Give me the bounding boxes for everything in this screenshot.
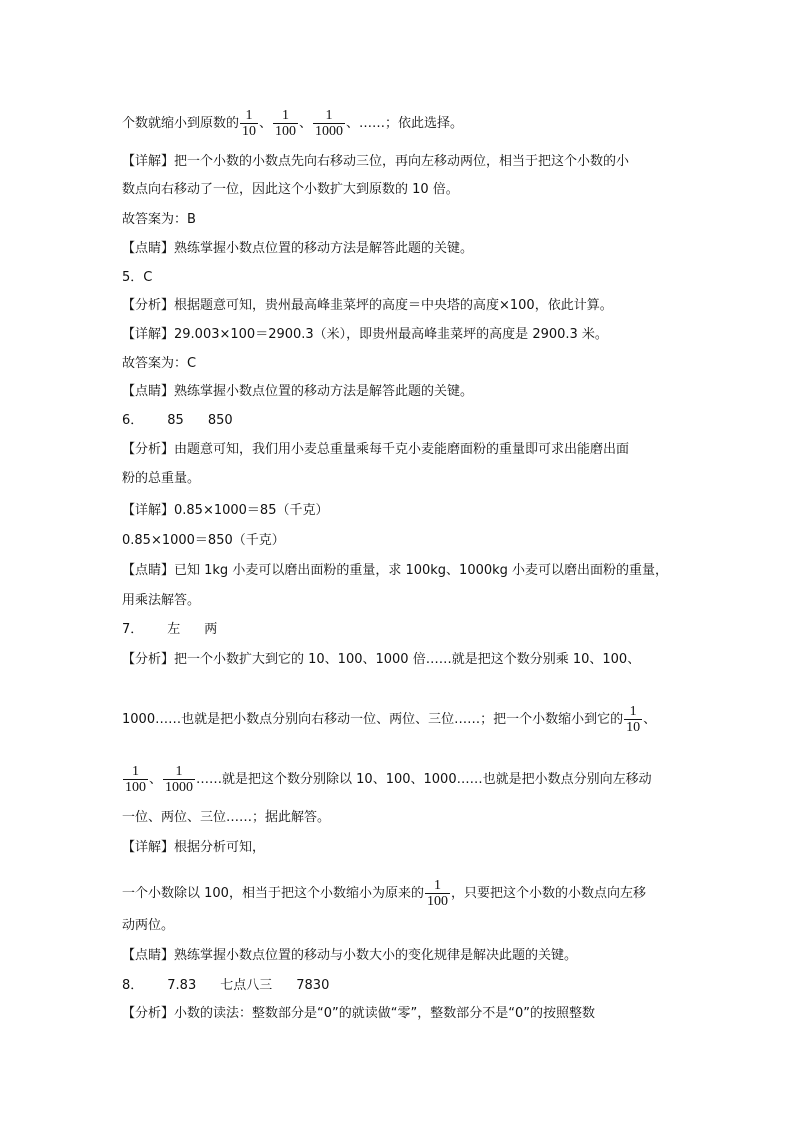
text-line-8: 【详解】29.003×100＝2900.3（米），即贵州最高峰韭菜坪的高度是 2900.3 米。 bbox=[122, 327, 608, 342]
text-line-4: 故答案为：B bbox=[122, 212, 196, 227]
text-line-14: 【详解】0.85×1000＝85（千克） bbox=[122, 503, 329, 518]
fraction-1-1000-b: $\frac{1}{1000}$ bbox=[165, 764, 194, 795]
text-line-20: 1000……也就是把小数点分别向右移动一位、两位、三位……；把一个小数缩小到它的 $\frac{1}{10}$ 、 bbox=[122, 704, 657, 735]
text-line-23: 【详解】根据分析可知， bbox=[122, 840, 266, 855]
answer-line-7: 7． 左 两 bbox=[122, 622, 218, 637]
text-line-1: 个数就缩小到原数的 $\frac{1}{10}$ 、 $\frac{1}{100}$ 、 $\frac{1}{1000}$ 、……；依此选择。 bbox=[122, 108, 464, 139]
text-line-21: $\frac{1}{100}$ 、 $\frac{1}{1000}$ ……就是把这个数分别除以 10、100、1000……也就是把小数点分别向左移动 bbox=[125, 764, 652, 795]
answer-line-8: 8． 7.83 七点八三 7830 bbox=[122, 978, 330, 993]
text-line-3: 数点向右移动了一位，因此这个小数扩大到原数的 10 倍。 bbox=[122, 182, 459, 197]
text-line-2: 【详解】把一个小数的小数点先向右移动三位，再向左移动两位，相当于把这个小数的小 bbox=[122, 154, 630, 169]
text-line-6: 5．C bbox=[122, 270, 153, 285]
text-line-7: 【分析】根据题意可知，贵州最高峰韭菜坪的高度＝中央塔的高度×100，依此计算。 bbox=[122, 298, 613, 313]
text-line-24: 一个小数除以 100，相当于把这个小数缩小为原来的 $\frac{1}{100}$ ，只要把这个小数的小数点向左移 bbox=[122, 878, 646, 909]
text-line-16: 【点睛】已知 1kg 小麦可以磨出面粉的重量，求 100kg、1000kg 小麦可以磨出面粉的重量， bbox=[122, 563, 669, 578]
fraction-1-1000: $\frac{1}{1000}$ bbox=[315, 108, 344, 139]
fraction-1-100-c: $\frac{1}{100}$ bbox=[426, 878, 448, 909]
text-line-13: 粉的总重量。 bbox=[122, 471, 201, 486]
text-line-28: 【分析】小数的读法：整数部分是“0”的就读做“零”，整数部分不是“0”的按照整数 bbox=[122, 1006, 595, 1021]
fraction-1-100: $\frac{1}{100}$ bbox=[275, 108, 297, 139]
fraction-1-100-b: $\frac{1}{100}$ bbox=[125, 764, 146, 795]
text-line-26: 【点睛】熟练掌握小数点位置的移动与小数大小的变化规律是解决此题的关键。 bbox=[122, 948, 578, 963]
text-line-12: 【分析】由题意可知，我们用小麦总重量乘每千克小麦能磨面粉的重量即可求出能磨出面 bbox=[122, 442, 630, 457]
text-line-9: 故答案为：C bbox=[122, 356, 197, 371]
text-line-19: 【分析】把一个小数扩大到它的 10、100、1000 倍……就是把这个数分别乘 10、100、 bbox=[122, 652, 641, 667]
text-line-10: 【点睛】熟练掌握小数点位置的移动方法是解答此题的关键。 bbox=[122, 384, 474, 399]
text-line-25: 动两位。 bbox=[122, 918, 175, 933]
text-line-22: 一位、两位、三位……；据此解答。 bbox=[122, 810, 331, 825]
text-line-15: 0.85×1000＝850（千克） bbox=[122, 533, 285, 548]
answer-line-6: 6． 85 850 bbox=[122, 413, 233, 428]
fraction-1-10-b: $\frac{1}{10}$ bbox=[626, 704, 641, 735]
text-line-5: 【点睛】熟练掌握小数点位置的移动方法是解答此题的关键。 bbox=[122, 241, 474, 256]
fraction-1-10: $\frac{1}{10}$ bbox=[242, 108, 257, 139]
text-line-17: 用乘法解答。 bbox=[122, 593, 201, 608]
